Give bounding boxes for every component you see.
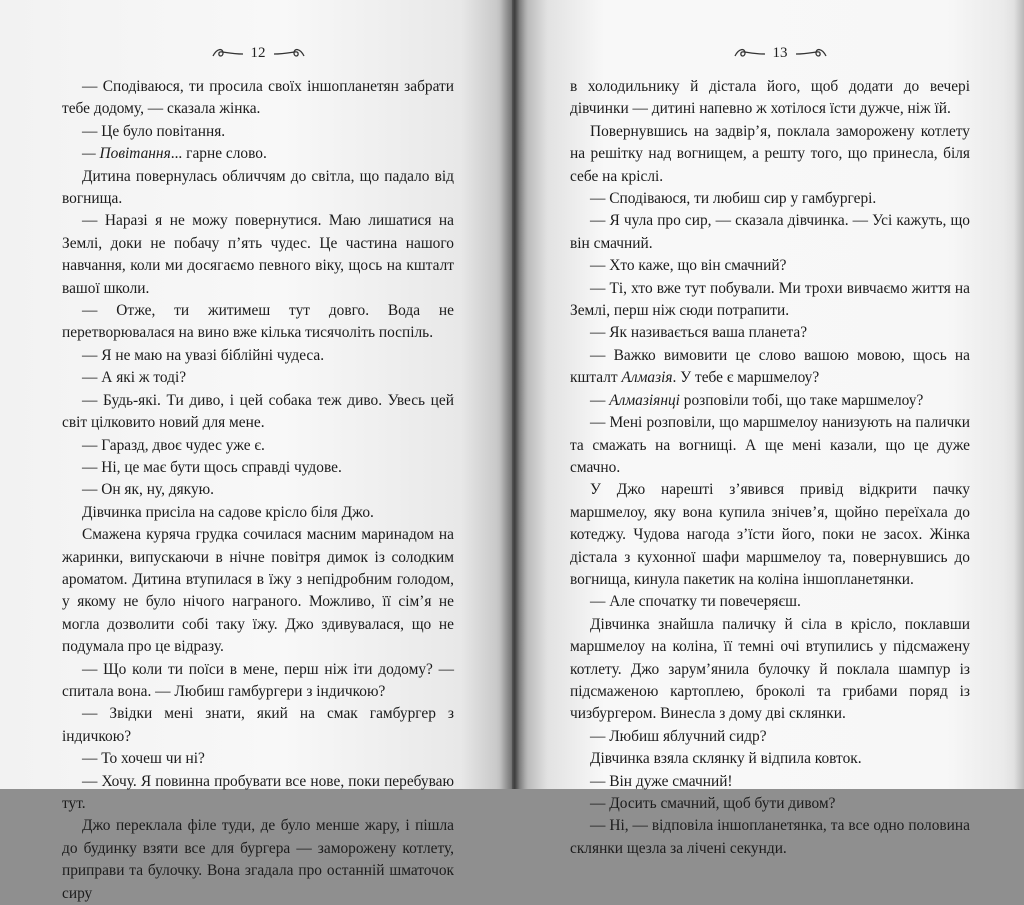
paragraph: — Ні, це має бути щось справді чудове. xyxy=(82,458,342,476)
page-number: 12 xyxy=(250,44,266,61)
paragraph: Джо переклала філе туди, де було менше жару, і пішла до будинку взяти все для бургера — заморожену котлету, приправи та булочку. Вона згадала про останній шматочок сиру xyxy=(62,817,454,902)
paragraph: — Як називається ваша планета? xyxy=(590,324,808,342)
paragraph: Дитина повернулась обличчям до світла, що падало від вогнища. xyxy=(62,167,454,208)
paragraph: — То хочеш чи ні? xyxy=(82,750,205,768)
paragraph: — Повітання... гарне слово. xyxy=(82,145,267,163)
paragraph: Смажена куряча грудка сочилася масним маринадом на жаринки, випускаючи в нічне повітря димок із солодким ароматом. Дитина втупилася в їжу з непідробним голодом, у якому не було нічого награного. Можливо, її сім’я не могла дозволити собі таку їжу. Джо здивувалася, що не подумала про це відразу. xyxy=(62,526,454,656)
paragraph: Дівчинка знайшла паличку й сіла в крісло, поклавши маршмелоу на коліна, її темні очі втупились у підсмажену котлету. Джо зарум’янила булочку й поклала шампур із підсмаженою картоплею, броколі та грибами поряд із чизбургером. Винесла з дому дві склянки. xyxy=(570,615,970,723)
paragraph: — Ні, — відповіла іншопланетянка, та все одно половина склянки щезла за лічені секунди. xyxy=(570,817,970,857)
paragraph: — Алмазіянці розповіли тобі, що таке маршмелоу? xyxy=(590,391,924,409)
right-flourish-icon xyxy=(272,46,306,60)
paragraph: — Ті, хто вже тут побували. Ми трохи вивчаємо життя на Землі, перш ніж сюди потрапити. xyxy=(570,279,970,320)
italic-word: Алмазіянці xyxy=(609,391,680,409)
paragraph: У Джо нарешті з’явився привід відкрити пачку маршмелоу, яку вона купила знічев’я, щойно переїхала до котеджу. Чудова нагода з’їсти його, поки не засох. Жінка дістала з кухонної шафи маршмелоу та, повернувшись до вогнища, кинула пакетик на коліна іншопланетянки. xyxy=(570,481,970,588)
italic-word: Алмазія xyxy=(621,369,673,387)
left-page-text xyxy=(62,76,454,905)
paragraph: Дівчинка присіла на садове крісло біля Джо. xyxy=(82,503,374,521)
paragraph: — Будь-які. Ти диво, і цей собака теж диво. Увесь цей світ цілковито новий для мене. xyxy=(62,391,454,432)
paragraph: — Отже, ти житимеш тут довго. Вода не перетворювалася на вино вже кілька тисячоліть поспіль. xyxy=(62,302,454,342)
paragraph: — А які ж тоді? xyxy=(82,369,187,387)
paragraph: — Що коли ти поїси в мене, перш ніж іти додому? — спитала вона. — Любиш гамбургери з індичкою? xyxy=(62,660,454,700)
paragraph: — Сподіваюся, ти просила своїх іншопланетян забрати тебе додому, — сказала жінка. xyxy=(62,78,454,118)
paragraph: — Хто каже, що він смачний? xyxy=(590,257,787,275)
paragraph: — Це було повітання. xyxy=(82,122,226,140)
paragraph: — Важко вимовити це слово вашою мовою, щось на кшталт Алмазія. У тебе є маршмелоу? xyxy=(570,346,970,387)
page-number: 13 xyxy=(772,44,788,61)
paragraph: — Але спочатку ти повечеряєш. xyxy=(590,593,801,611)
right-page-text xyxy=(570,76,970,860)
paragraph: в холодильнику й дістала його, щоб додати до вечері дівчинки — дитині напевно ж хотілося їсти дужче, ніж їй. xyxy=(570,78,970,118)
right-page-header xyxy=(710,42,850,64)
paragraph: — Він дуже смачний! xyxy=(590,772,733,790)
left-page xyxy=(0,0,512,902)
paragraph: — Сподіваюся, ти любиш сир у гамбургері. xyxy=(590,190,877,208)
page-edge-shadow xyxy=(1014,0,1024,789)
right-page xyxy=(512,0,1024,857)
paragraph: — Мені розповіли, що маршмелоу нанизують на палички та смажать на вогнищі. А ще мені казали, що це дуже смачно. xyxy=(570,414,970,476)
paragraph: — Наразі я не можу повернутися. Маю лишатися на Землі, доки не побачу п’ять чудес. Це частина нашого навчання, коли ми досягаємо певного віку, щось на кшталт вашої школи. xyxy=(62,212,454,297)
paragraph: — Гаразд, двоє чудес уже є. xyxy=(82,436,265,454)
paragraph: — Звідки мені знати, який на смак гамбургер з індичкою? xyxy=(62,705,454,745)
left-page-header xyxy=(188,42,328,64)
paragraph: — Я не маю на увазі біблійні чудеса. xyxy=(82,346,325,364)
right-flourish-icon xyxy=(794,46,828,60)
paragraph: — Хочу. Я повинна пробувати все нове, поки перебуваю тут. xyxy=(62,772,454,812)
paragraph: Дівчинка взяла склянку й відпила ковток. xyxy=(590,750,862,768)
italic-word: — Повітання xyxy=(82,145,171,163)
left-flourish-icon xyxy=(211,46,245,60)
paragraph: — Досить смачний, щоб бути дивом? xyxy=(590,795,836,812)
left-flourish-icon xyxy=(733,46,767,60)
paragraph: Повернувшись на задвір’я, поклала заморожену котлету на решітку над вогнищем, а решту того, що принесла, біля себе на кріслі. xyxy=(570,122,970,185)
paragraph: — Любиш яблучний сидр? xyxy=(590,727,767,745)
paragraph: — Он як, ну, дякую. xyxy=(82,481,214,499)
paragraph: — Я чула про сир, — сказала дівчинка. — Усі кажуть, що він смачний. xyxy=(570,212,970,252)
